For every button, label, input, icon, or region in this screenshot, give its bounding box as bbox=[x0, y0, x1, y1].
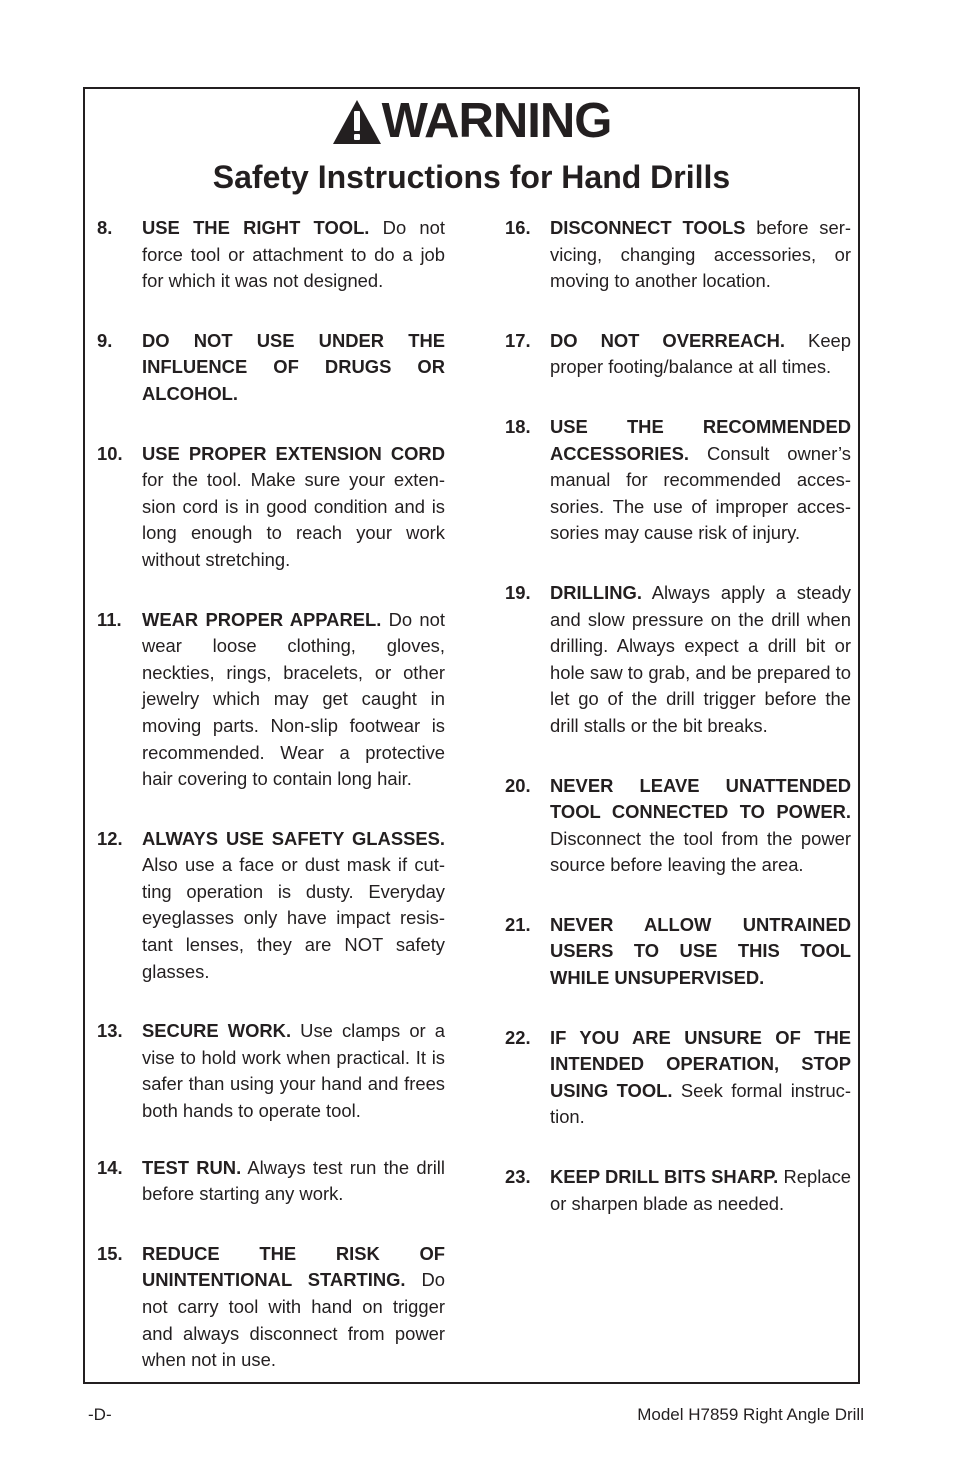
item-number: 15. bbox=[97, 1242, 123, 1264]
item-lead: DO NOT USE UNDER THE INFLUENCE OF DRUGS OR ALCOHOL. bbox=[142, 329, 445, 404]
item-text bbox=[142, 607, 445, 793]
item-body: Also use a face or dust mask if cut-ting operation is dusty. Everyday eyeglasses only have impact resis-tant lenses, they are NOT safety glasses. bbox=[142, 854, 445, 982]
list-item bbox=[505, 1025, 851, 1131]
warning-word: WARNING bbox=[381, 94, 612, 148]
item-body: before ser-vicing, changing accessories, or moving to another location. bbox=[550, 217, 851, 292]
item-number: 12. bbox=[97, 827, 123, 849]
item-text bbox=[142, 441, 445, 574]
item-body: Consult owner’s manual for recommended acces-sories. The use of improper acces-sories may cause risk of injury. bbox=[550, 442, 851, 544]
item-body: Disconnect the tool from the power source before leaving the area. bbox=[550, 827, 851, 876]
list-item bbox=[97, 1155, 445, 1208]
item-number: 16. bbox=[505, 217, 531, 238]
list-item bbox=[97, 215, 445, 295]
list-item bbox=[505, 773, 851, 879]
list-item bbox=[505, 414, 851, 547]
item-lead: NEVER LEAVE UNATTENDED TOOL CONNECTED TO POWER. bbox=[550, 774, 851, 823]
item-number: 19. bbox=[505, 581, 531, 603]
item-number: 23. bbox=[505, 1166, 531, 1188]
item-text bbox=[142, 826, 445, 986]
list-item bbox=[97, 441, 445, 574]
item-text bbox=[550, 414, 851, 547]
list-item bbox=[505, 580, 851, 740]
item-text bbox=[550, 912, 851, 992]
item-text bbox=[550, 1164, 851, 1217]
item-lead: DISCONNECT TOOLS bbox=[550, 217, 746, 238]
list-item bbox=[505, 215, 851, 295]
item-lead: NEVER ALLOW UNTRAINED USERS TO USE THIS TOOL WHILE UNSUPERVISED. bbox=[550, 913, 851, 989]
list-item bbox=[97, 826, 445, 986]
list-item bbox=[505, 328, 851, 381]
item-body: Do not carry tool with hand on trigger and always disconnect from power when not in use. bbox=[142, 1269, 445, 1371]
item-number: 20. bbox=[505, 774, 531, 796]
item-body: Always test run the drill before starting any work. bbox=[142, 1156, 445, 1205]
item-lead: USE PROPER EXTENSION CORD bbox=[142, 442, 445, 464]
item-text bbox=[142, 1018, 445, 1124]
item-body: Always apply a steady and slow pressure on the drill when drilling. Always expect a drill bit or hole saw to grab, and be prepared to let go of the drill trigger before the drill stalls or the bit breaks. bbox=[550, 581, 851, 736]
item-lead: DO NOT OVERREACH. bbox=[550, 329, 786, 351]
item-body: Do not wear loose clothing, gloves, neckties, rings, bracelets, or other jewelry which may get caught in moving parts. Non-slip footwear is recommended. Wear a protective hair covering to contain long hair. bbox=[142, 608, 445, 790]
list-item bbox=[505, 1164, 851, 1217]
item-text bbox=[142, 1241, 445, 1374]
item-lead: TEST RUN. bbox=[142, 1156, 242, 1178]
item-text bbox=[550, 1025, 851, 1131]
item-text bbox=[550, 580, 851, 740]
list-item bbox=[97, 328, 445, 408]
item-lead: WEAR PROPER APPAREL. bbox=[142, 608, 382, 630]
list-item bbox=[97, 1241, 445, 1374]
item-text bbox=[550, 773, 851, 879]
list-item bbox=[505, 912, 851, 992]
list-item bbox=[97, 1018, 445, 1124]
model-name: Model H7859 Right Angle Drill bbox=[637, 1405, 864, 1424]
item-body: Seek formal instruc-tion. bbox=[550, 1079, 851, 1128]
item-body: for the tool. Make sure your exten-sion cord is in good condition and is long enough to reach your work without stretching. bbox=[142, 469, 445, 570]
page-number: -D- bbox=[88, 1405, 112, 1424]
item-lead: REDUCE THE RISK OF UNINTENTIONAL STARTING. bbox=[142, 1242, 445, 1291]
item-number: 9. bbox=[97, 329, 113, 351]
item-lead: USE THE RIGHT TOOL. bbox=[142, 217, 370, 238]
item-lead: ALWAYS USE SAFETY GLASSES. bbox=[142, 827, 445, 849]
item-lead: USE THE RECOMMENDED ACCESSORIES. bbox=[550, 415, 851, 464]
item-number: 10. bbox=[97, 442, 123, 464]
item-lead: SECURE WORK. bbox=[142, 1020, 292, 1042]
warning-box bbox=[83, 87, 860, 1384]
item-number: 11. bbox=[97, 608, 122, 630]
item-lead: DRILLING. bbox=[550, 581, 642, 603]
item-number: 17. bbox=[505, 329, 531, 351]
right-column bbox=[505, 215, 851, 1217]
list-item bbox=[97, 607, 445, 793]
item-number: 8. bbox=[97, 217, 113, 238]
page-title: Safety Instructions for Hand Drills bbox=[212, 159, 731, 195]
item-lead: IF YOU ARE UNSURE OF THE INTENDED OPERATION, STOP USING TOOL. bbox=[550, 1026, 851, 1101]
item-body: Do not force tool or attachment to do a job for which it was not designed. bbox=[142, 217, 445, 292]
item-text bbox=[142, 1155, 445, 1208]
item-number: 21. bbox=[505, 913, 531, 935]
item-text bbox=[142, 328, 445, 408]
warning-header bbox=[85, 94, 858, 148]
item-number: 14. bbox=[97, 1156, 123, 1178]
item-body: Keep proper footing/balance at all times. bbox=[550, 329, 852, 378]
item-body: Use clamps or a vise to hold work when practical. It is safer than using your hand and frees both hands to operate tool. bbox=[142, 1020, 445, 1122]
item-number: 22. bbox=[505, 1026, 531, 1048]
item-number: 13. bbox=[97, 1020, 123, 1042]
item-text bbox=[142, 215, 445, 295]
item-number: 18. bbox=[505, 415, 531, 437]
item-lead: KEEP DRILL BITS SHARP. bbox=[550, 1166, 779, 1188]
warning-triangle-icon bbox=[332, 99, 382, 145]
item-body: Replace or sharpen blade as needed. bbox=[550, 1166, 851, 1214]
item-text bbox=[550, 215, 851, 295]
left-column bbox=[97, 215, 445, 1374]
item-text bbox=[550, 328, 851, 381]
